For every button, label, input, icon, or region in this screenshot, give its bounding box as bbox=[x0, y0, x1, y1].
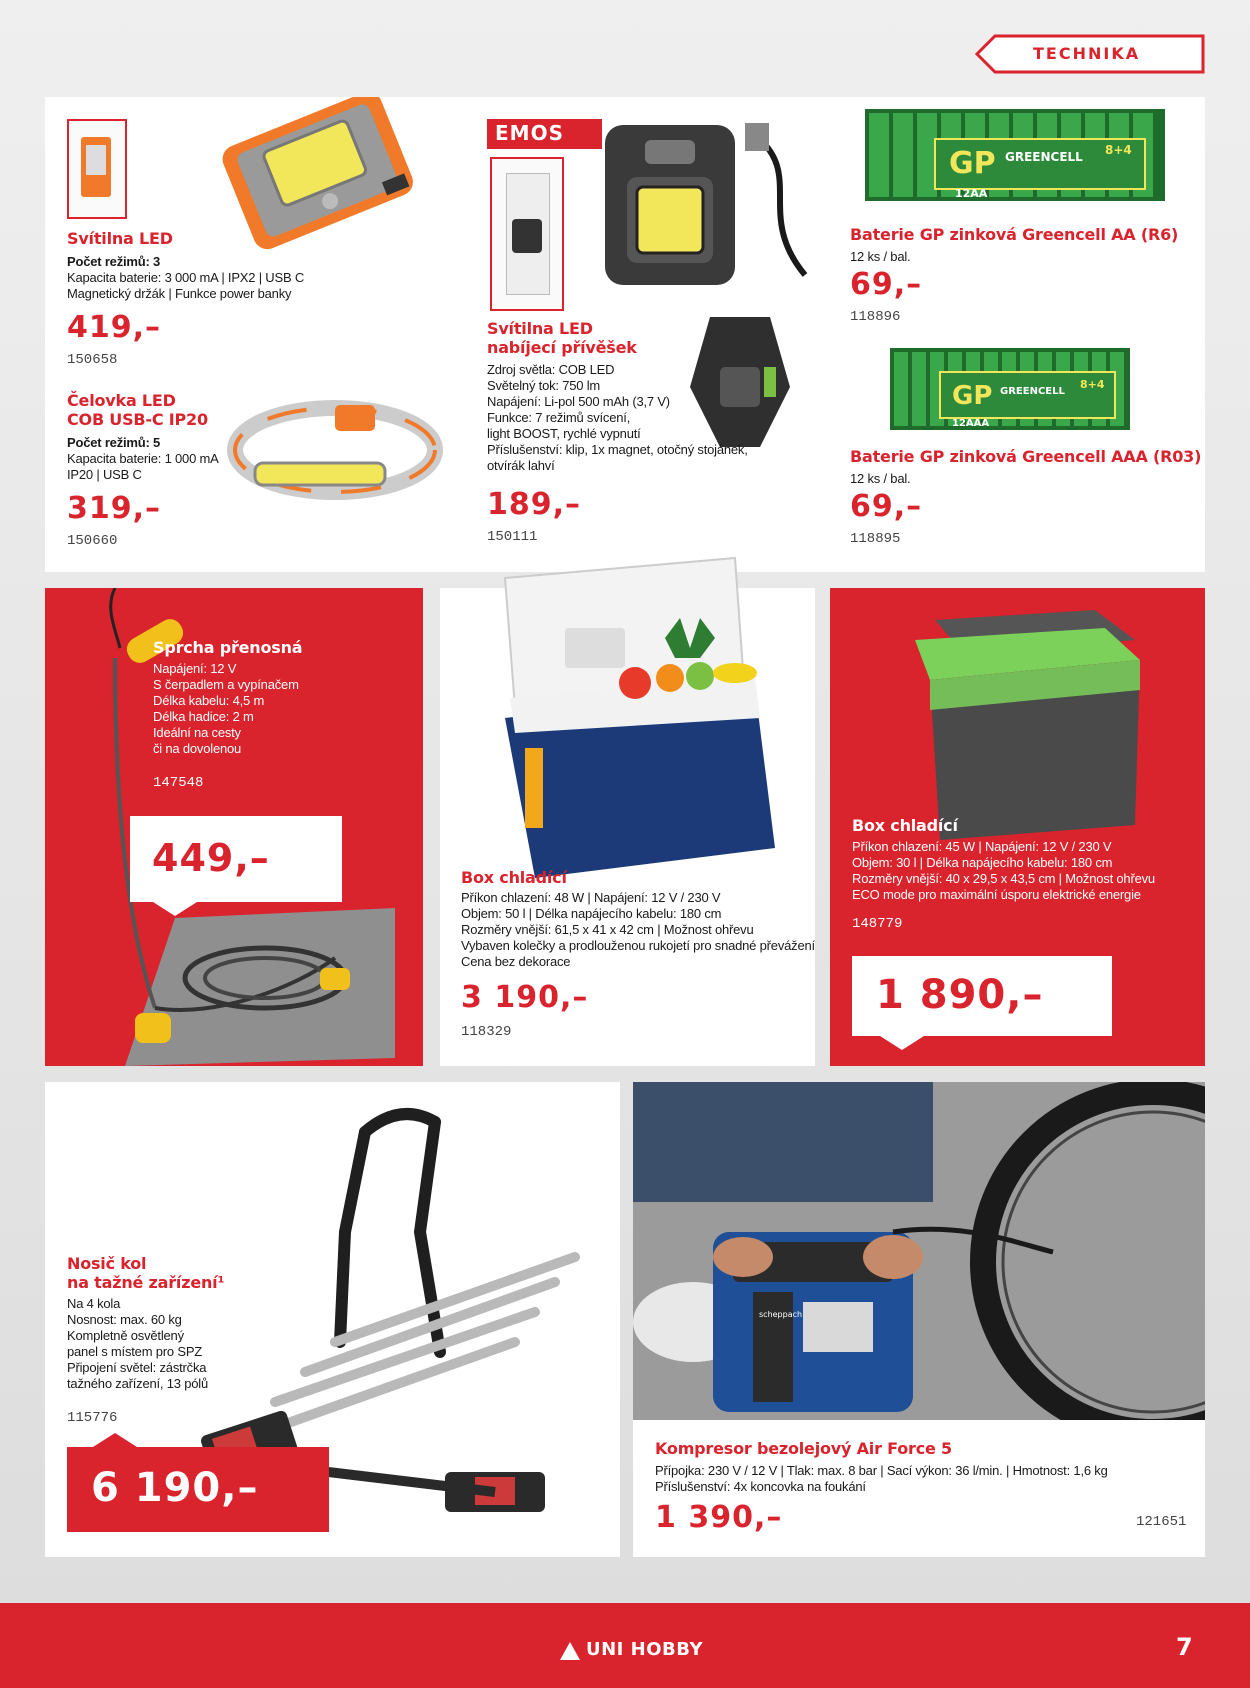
spec-line: S čerpadlem a vypínačem bbox=[153, 677, 299, 692]
product-code: 118329 bbox=[461, 1024, 512, 1040]
spec-line: Kapacita baterie: 3 000 mA | IPX2 | USB C bbox=[67, 270, 305, 285]
product-code: 150658 bbox=[67, 352, 118, 368]
spec-line: 12 ks / bal. bbox=[850, 249, 911, 264]
product-title: Box chladící bbox=[852, 816, 958, 835]
spec-line: 12 ks / bal. bbox=[850, 471, 911, 486]
product-nosic bbox=[45, 1082, 620, 1557]
product-specs bbox=[67, 254, 304, 302]
product-title-line-1: Čelovka LED bbox=[67, 391, 176, 410]
spec-line: panel s místem pro SPZ bbox=[67, 1344, 203, 1359]
product-price: 319,– bbox=[67, 491, 162, 526]
product-price: 69,– bbox=[850, 267, 923, 302]
spec-line: Délka kabelu: 4,5 m bbox=[153, 693, 265, 708]
product-specs bbox=[655, 1463, 1108, 1495]
spec-line: Kompletně osvětlený bbox=[67, 1328, 184, 1343]
spec-line: Příslušenství: klip, 1x magnet, otočný stojánek, bbox=[487, 442, 748, 457]
product-title: Baterie GP zinková Greencell AAA (R03) bbox=[850, 447, 1202, 466]
product-title: Sprcha přenosná bbox=[153, 638, 303, 657]
product-title: Box chladící bbox=[461, 868, 567, 887]
product-image bbox=[905, 600, 1145, 840]
spec-line: Zdroj světla: COB LED bbox=[487, 362, 615, 377]
greencell-label: GREENCELL bbox=[1005, 150, 1083, 164]
spec-line: Počet režimů: 5 bbox=[67, 435, 161, 450]
product-box-50 bbox=[440, 588, 815, 1066]
product-specs bbox=[850, 471, 910, 487]
product-title: Baterie GP zinková Greencell AA (R6) bbox=[850, 225, 1179, 244]
spec-line: otvírák lahví bbox=[487, 458, 555, 473]
product-thumbnail bbox=[67, 119, 127, 219]
price-box-notch bbox=[153, 902, 197, 916]
product-specs bbox=[487, 362, 748, 474]
spec-line: Příslušenství: 4x koncovka na foukání bbox=[655, 1479, 866, 1494]
spec-line: Napájení: 12 V bbox=[153, 661, 237, 676]
product-baterie-aaa bbox=[850, 340, 1205, 570]
product-title-line-1: Svítilna LED bbox=[487, 319, 593, 338]
spec-line: či na dovolenou bbox=[153, 741, 242, 756]
product-title-line-2: nabíjecí přívěšek bbox=[487, 338, 637, 357]
product-celovka-led bbox=[45, 375, 435, 565]
spec-line: light BOOST, rychlé vypnutí bbox=[487, 426, 641, 441]
product-price: 449,– bbox=[152, 836, 270, 880]
section-tab-label: TECHNIKA bbox=[1033, 44, 1141, 63]
product-code: 115776 bbox=[67, 1410, 118, 1426]
product-price: 1 890,– bbox=[876, 972, 1044, 1018]
spec-line: Objem: 50 l | Délka napájecího kabelu: 180 cm bbox=[461, 906, 722, 921]
spec-line: Napájení: Li-pol 500 mAh (3,7 V) bbox=[487, 394, 670, 409]
emos-brand-label: EMOS bbox=[495, 121, 564, 145]
gp-logo: GP bbox=[949, 146, 996, 181]
brand-logo-icon bbox=[560, 1640, 580, 1660]
product-title-line-1: Nosič kol bbox=[67, 1254, 147, 1273]
price-box-notch bbox=[93, 1433, 137, 1447]
product-image bbox=[605, 115, 825, 295]
product-image bbox=[225, 375, 445, 525]
spec-line: Objem: 30 l | Délka napájecího kabelu: 180 cm bbox=[852, 855, 1113, 870]
spec-line: Rozměry vnější: 61,5 x 41 x 42 cm | Možnost ohřevu bbox=[461, 922, 754, 937]
promo-label: 8+4 bbox=[1105, 143, 1132, 157]
price-box bbox=[67, 1447, 329, 1532]
spec-line: Délka hadice: 2 m bbox=[153, 709, 254, 724]
product-title-line-2: COB USB-C IP20 bbox=[67, 410, 208, 429]
product-price: 419,– bbox=[67, 310, 162, 345]
footer-brand bbox=[560, 1639, 703, 1660]
product-code: 148779 bbox=[852, 916, 903, 932]
page-number: 7 bbox=[1176, 1633, 1193, 1661]
product-specs bbox=[67, 435, 219, 483]
product-title: Svítilna LED bbox=[67, 229, 173, 248]
product-code: 150660 bbox=[67, 533, 118, 549]
product-thumbnail bbox=[490, 157, 564, 311]
spec-line: Magnetický držák | Funkce power banky bbox=[67, 286, 292, 301]
price-box bbox=[852, 956, 1112, 1036]
product-svitilna-led bbox=[45, 97, 435, 377]
gp-logo: GP bbox=[952, 381, 993, 411]
product-photo bbox=[633, 1082, 1205, 1420]
price-box bbox=[130, 816, 342, 902]
product-image bbox=[205, 97, 425, 257]
promo-label: 8+4 bbox=[1080, 378, 1105, 391]
product-image bbox=[890, 348, 1130, 434]
product-price: 1 390,– bbox=[655, 1500, 783, 1535]
spec-line: Kapacita baterie: 1 000 mA bbox=[67, 451, 219, 466]
product-specs bbox=[67, 1296, 208, 1392]
product-title-line-2: na tažné zařízení¹ bbox=[67, 1273, 225, 1292]
spec-line: Funkce: 7 režimů svícení, bbox=[487, 410, 631, 425]
price-box-notch bbox=[880, 1036, 924, 1050]
spec-line: IP20 | USB C bbox=[67, 467, 142, 482]
product-specs bbox=[852, 839, 1155, 903]
spec-line: Cena bez dekorace bbox=[461, 954, 571, 969]
spec-line: tažného zařízení, 13 pólů bbox=[67, 1376, 208, 1391]
spec-line: Rozměry vnější: 40 x 29,5 x 43,5 cm | Možnost ohřevu bbox=[852, 871, 1155, 886]
product-specs bbox=[850, 249, 910, 265]
product-title: Kompresor bezolejový Air Force 5 bbox=[655, 1439, 952, 1458]
spec-line: ECO mode pro maximální úsporu elektrické energie bbox=[852, 887, 1141, 902]
scheppach-label: scheppach bbox=[759, 1310, 803, 1319]
spec-line: Vybaven kolečky a prodlouženou rukojetí pro snadné převážení bbox=[461, 938, 815, 953]
product-price: 6 190,– bbox=[91, 1465, 259, 1511]
product-code: 118895 bbox=[850, 531, 901, 547]
product-code: 118896 bbox=[850, 309, 901, 325]
product-specs bbox=[153, 661, 299, 757]
emos-brand-badge bbox=[487, 119, 602, 149]
product-image bbox=[865, 109, 1165, 205]
spec-line: Počet režimů: 3 bbox=[67, 254, 161, 269]
product-price: 69,– bbox=[850, 489, 923, 524]
spec-line: Nosnost: max. 60 kg bbox=[67, 1312, 182, 1327]
product-svitilna-privesek bbox=[470, 97, 830, 567]
spec-line: Příkon chlazení: 48 W | Napájení: 12 V / 230 V bbox=[461, 890, 721, 905]
product-image bbox=[485, 548, 785, 878]
spec-line: Na 4 kola bbox=[67, 1296, 121, 1311]
product-specs bbox=[461, 890, 815, 970]
footer-brand-label: UNI HOBBY bbox=[586, 1639, 703, 1660]
spec-line: Ideální na cesty bbox=[153, 725, 241, 740]
product-price: 189,– bbox=[487, 487, 582, 522]
spec-line: Světelný tok: 750 lm bbox=[487, 378, 601, 393]
spec-line: Příkon chlazení: 45 W | Napájení: 12 V / 230 V bbox=[852, 839, 1112, 854]
greencell-label: GREENCELL bbox=[1000, 386, 1065, 397]
battery-size-label: 12AA bbox=[955, 187, 988, 200]
battery-size-label: 12AAA bbox=[952, 418, 990, 429]
section-tab bbox=[975, 34, 1205, 74]
product-price: 3 190,– bbox=[461, 980, 589, 1015]
product-code: 150111 bbox=[487, 529, 538, 545]
spec-line: Přípojka: 230 V / 12 V | Tlak: max. 8 bar | Sací výkon: 36 l/min. | Hmotnost: 1,6 kg bbox=[655, 1463, 1108, 1478]
product-kompresor bbox=[633, 1082, 1205, 1557]
spec-line: Připojení světel: zástrčka bbox=[67, 1360, 207, 1375]
product-code: 147548 bbox=[153, 775, 204, 791]
product-box-30 bbox=[830, 588, 1205, 1066]
product-sprcha bbox=[45, 588, 423, 1066]
footer-band bbox=[0, 1603, 1250, 1688]
product-baterie-aa bbox=[850, 97, 1205, 327]
product-code: 121651 bbox=[1136, 1514, 1187, 1530]
